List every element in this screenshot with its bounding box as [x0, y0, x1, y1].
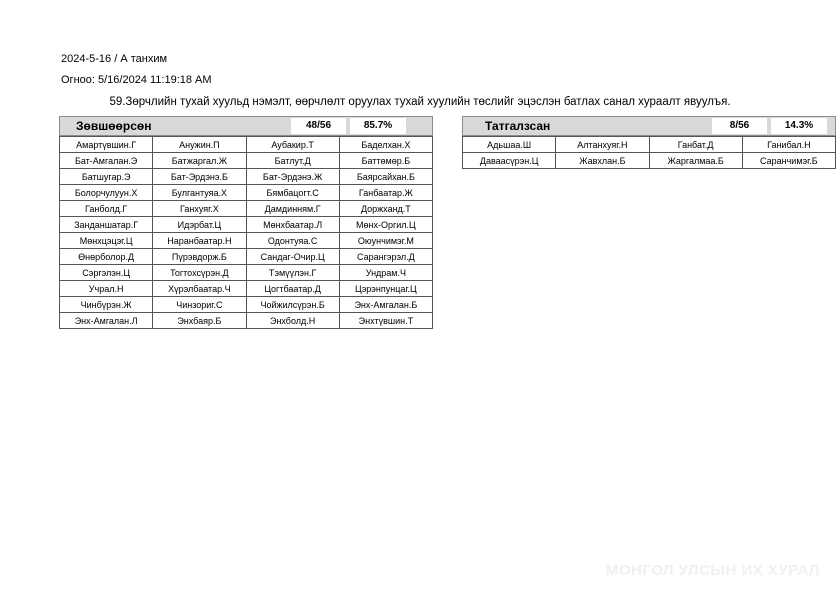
approved-row — [60, 153, 433, 169]
approved-member-name: Энх-Амгалан.Б — [339, 297, 432, 313]
rejected-member-name: Адьшаа.Ш — [463, 137, 556, 153]
approved-member-name: Бат-Эрдэнэ.Ж — [246, 169, 339, 185]
rejected-member-name: Даваасүрэн.Ц — [463, 153, 556, 169]
approved-member-name: Занданшатар.Г — [60, 217, 153, 233]
approved-label: Зөвшөөрсөн — [76, 119, 152, 133]
approved-member-name: Учрал.Н — [60, 281, 153, 297]
approved-member-name: Болорчулуун.Х — [60, 185, 153, 201]
approved-member-name: Сарангэрэл.Д — [339, 249, 432, 265]
approved-member-name: Энхболд.Н — [246, 313, 339, 329]
approved-member-name: Баттөмөр.Б — [339, 153, 432, 169]
approved-member-name: Бат-Амгалан.Э — [60, 153, 153, 169]
vote-timestamp: Огноо: 5/16/2024 11:19:18 AM — [61, 74, 212, 86]
approved-member-name: Батшугар.Э — [60, 169, 153, 185]
approved-row — [60, 249, 433, 265]
approved-names-table — [59, 136, 433, 329]
approved-row — [60, 137, 433, 153]
approved-member-name: Мөнхбаатар.Л — [246, 217, 339, 233]
approved-member-name: Чинзориг.С — [153, 297, 246, 313]
approved-member-name: Сэргэлэн.Ц — [60, 265, 153, 281]
approved-member-name: Чойжилсүрэн.Б — [246, 297, 339, 313]
approved-member-name: Энхбаяр.Б — [153, 313, 246, 329]
approved-member-name: Ганхуяг.Х — [153, 201, 246, 217]
approved-member-name: Ганбаатар.Ж — [339, 185, 432, 201]
approved-member-name: Ундрам.Ч — [339, 265, 432, 281]
approved-member-name: Ганболд.Г — [60, 201, 153, 217]
approved-member-name: Булгантуяа.Х — [153, 185, 246, 201]
approved-member-name: Анужин.П — [153, 137, 246, 153]
approved-member-name: Мөнх-Оргил.Ц — [339, 217, 432, 233]
rejected-member-name: Алтанхуяг.Н — [556, 137, 649, 153]
rejected-label: Татгалзсан — [485, 119, 551, 133]
approved-row — [60, 281, 433, 297]
rejected-member-name: Саранчимэг.Б — [742, 153, 835, 169]
approved-member-name: Мөнхцэцэг.Ц — [60, 233, 153, 249]
rejected-header — [462, 116, 836, 136]
approved-member-name: Баделхан.Х — [339, 137, 432, 153]
approved-member-name: Доржханд.Т — [339, 201, 432, 217]
rejected-member-name: Жаргалмаа.Б — [649, 153, 742, 169]
approved-row — [60, 313, 433, 329]
approved-member-name: Наранбаатар.Н — [153, 233, 246, 249]
rejected-row — [463, 153, 836, 169]
rejected-member-name: Ганибал.Н — [742, 137, 835, 153]
approved-member-name: Батжаргал.Ж — [153, 153, 246, 169]
approved-member-name: Баярсайхан.Б — [339, 169, 432, 185]
approved-member-name: Өнөрболор.Д — [60, 249, 153, 265]
approved-member-name: Амартүвшин.Г — [60, 137, 153, 153]
approved-row — [60, 297, 433, 313]
approved-member-name: Цогтбаатар.Д — [246, 281, 339, 297]
approved-member-name: Одонтуяа.С — [246, 233, 339, 249]
approved-row — [60, 169, 433, 185]
session-date-hall: 2024-5-16 / А танхим — [61, 53, 168, 65]
approved-member-name: Дамдинням.Г — [246, 201, 339, 217]
approved-member-name: Тогтохсүрэн.Д — [153, 265, 246, 281]
approved-member-name: Энх-Амгалан.Л — [60, 313, 153, 329]
rejected-percent: 14.3% — [771, 118, 827, 134]
approved-header — [59, 116, 433, 136]
approved-member-name: Аубакир.Т — [246, 137, 339, 153]
approved-row — [60, 233, 433, 249]
approved-row — [60, 201, 433, 217]
approved-member-name: Оюунчимэг.М — [339, 233, 432, 249]
approved-member-name: Пүрэвдорж.Б — [153, 249, 246, 265]
rejected-names-table — [462, 136, 836, 169]
rejected-row — [463, 137, 836, 153]
approved-member-name: Батлут.Д — [246, 153, 339, 169]
approved-member-name: Идэрбат.Ц — [153, 217, 246, 233]
approved-row — [60, 185, 433, 201]
rejected-panel — [462, 116, 836, 169]
rejected-count: 8/56 — [712, 118, 767, 134]
approved-row — [60, 217, 433, 233]
approved-row — [60, 265, 433, 281]
approved-member-name: Сандаг-Очир.Ц — [246, 249, 339, 265]
approved-member-name: Хүрэлбаатар.Ч — [153, 281, 246, 297]
motion-title: 59.Зөрчлийн тухай хуульд нэмэлт, өөрчлөлт оруулах тухай хуулийн төслийг эцэслэн батлах санал хураалт явуулъя. — [109, 96, 731, 108]
approved-member-name: Чинбүрэн.Ж — [60, 297, 153, 313]
approved-member-name: Энхтүвшин.Т — [339, 313, 432, 329]
approved-member-name: Цэрэнпунцаг.Ц — [339, 281, 432, 297]
approved-member-name: Бямбацогт.С — [246, 185, 339, 201]
approved-member-name: Бат-Эрдэнэ.Б — [153, 169, 246, 185]
watermark: МОНГОЛ УЛСЫН ИХ ХУРАЛ — [605, 562, 820, 579]
rejected-member-name: Жавхлан.Б — [556, 153, 649, 169]
rejected-member-name: Ганбат.Д — [649, 137, 742, 153]
approved-member-name: Тэмүүлэн.Г — [246, 265, 339, 281]
approved-panel — [59, 116, 433, 329]
approved-percent: 85.7% — [350, 118, 406, 134]
approved-count: 48/56 — [291, 118, 346, 134]
